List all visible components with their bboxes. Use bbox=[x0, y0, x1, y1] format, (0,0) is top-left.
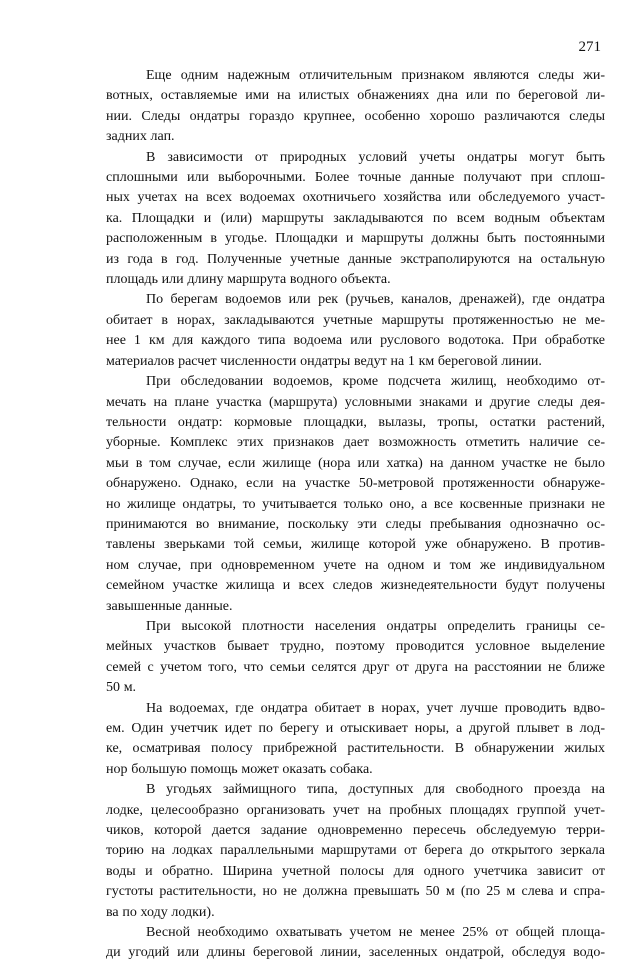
text-line: но жилище ондатры, то учитывается только оно, а все косвенные признаки не bbox=[106, 496, 605, 512]
page-body bbox=[106, 66, 605, 964]
text-line: ди угодий или длины береговой линии, заселенных ондатрой, обследуя водо- bbox=[106, 945, 605, 961]
text-line: чиков, которой дается задание одновременно пересечь обследуемую терри- bbox=[106, 823, 605, 839]
text-line: нии. Следы ондатры гораздо крупнее, особенно хорошо различаются следы bbox=[106, 108, 605, 124]
text-line: воды и обратно. Ширина учетной полосы для одного учетчика зависит от bbox=[106, 863, 605, 879]
text-line: завышенные данные. bbox=[106, 598, 233, 614]
text-line: Весной необходимо охватывать учетом не менее 25% от общей площа- bbox=[146, 925, 605, 941]
text-line: лодке, целесообразно организовать учет на пробных площадях группой учет- bbox=[106, 802, 605, 818]
text-line: ном случае, при одновременном учете на одном и том же индивидуальном bbox=[106, 557, 605, 573]
paragraph bbox=[106, 780, 605, 923]
paragraph bbox=[106, 699, 605, 781]
text-line: тельности ондатр: кормовые площадки, вылазы, тропы, остатки растений, bbox=[106, 414, 605, 430]
paragraph bbox=[106, 290, 605, 372]
text-line: материалов расчет численности ондатры ведут на 1 км береговой линии. bbox=[106, 353, 542, 369]
text-line: обнаружено. Однако, если на участке 50-метровой протяженности обнаруже- bbox=[106, 476, 605, 492]
text-line: ва по ходу лодки). bbox=[106, 904, 215, 920]
text-line: ем. Один учетчик идет по берегу и отыскивает норы, а другой плывет в лод- bbox=[106, 721, 605, 736]
paragraph bbox=[106, 372, 605, 617]
text-line: сплошными или выборочными. Более точные данные получают при сплош- bbox=[106, 170, 605, 186]
text-line: 50 м. bbox=[106, 680, 137, 696]
text-line: тавлены зверьками той семьи, жилище которой уже обнаружено. В против- bbox=[106, 537, 605, 553]
text-line: густоты растительности, но не должна превышать 50 м (по 25 м слева и спра- bbox=[106, 884, 605, 900]
paragraph bbox=[106, 923, 605, 964]
text-line: из года в год. Полученные учетные данные экстраполируются на остальную bbox=[106, 251, 605, 267]
text-line: вотных, оставляемые ими на илистых обнажениях дна или по береговой ли- bbox=[106, 88, 605, 104]
text-line: мейных участков бывает трудно, поэтому проводится условное выделение bbox=[106, 639, 605, 655]
text-line: торию на лодках параллельными маршрутами от берега до открытого зеркала bbox=[106, 843, 605, 859]
text-line: При обследовании водоемов, кроме подсчета жилищ, необходимо от- bbox=[146, 374, 605, 390]
text-line: обитает в норах, закладываются учетные маршруты протяженностью не ме- bbox=[106, 312, 605, 328]
text-line: мьи в том случае, если жилище (нора или хатка) на данном участке не было bbox=[106, 455, 605, 471]
paragraph bbox=[106, 617, 605, 699]
text-line: семей с учетом того, что семьи селятся друг от друга на расстоянии не ближе bbox=[106, 659, 605, 675]
text-line: мечать на плане участка (маршрута) условными знаками и другие следы дея- bbox=[106, 394, 605, 410]
paragraph bbox=[106, 66, 605, 148]
text-line: площадь или длину маршрута водного объекта. bbox=[106, 272, 391, 288]
page-number: 271 bbox=[578, 39, 601, 55]
text-line: ка. Площадки и (или) маршруты закладываются по всем водным объектам bbox=[106, 210, 605, 226]
text-line: В угодьях займищного типа, доступных для свободного проезда на bbox=[146, 782, 605, 798]
text-line: На водоемах, где ондатра обитает в норах, учет лучше проводить вдво- bbox=[146, 700, 605, 716]
text-line: По берегам водоемов или рек (ручьев, каналов, дренажей), где ондатра bbox=[146, 292, 605, 308]
text-line: расположенным в угодье. Площадки и маршруты должны быть постоянными bbox=[106, 231, 605, 247]
text-line: задних лап. bbox=[106, 129, 175, 145]
text-line: Еще одним надежным отличительным признаком являются следы жи- bbox=[146, 68, 605, 83]
text-line: семейном участке жилища и всех следов жизнедеятельности будут получены bbox=[106, 578, 605, 594]
text-line: ке, осматривая полосу прибрежной растительности. В обнаружении жилых bbox=[106, 741, 605, 757]
text-line: принимаются во внимание, поскольку эти следы пребывания однозначно ос- bbox=[106, 516, 605, 532]
text-line: уборные. Комплекс этих признаков дает возможность отметить наличие се- bbox=[106, 435, 605, 451]
text-line: В зависимости от природных условий учеты ондатры могут быть bbox=[146, 149, 605, 165]
text-line: ных учетах на всех водоемах охотничьего хозяйства или обследуемого участ- bbox=[106, 190, 605, 206]
paragraph bbox=[106, 148, 605, 291]
text-line: нор большую помощь может оказать собака. bbox=[106, 761, 373, 777]
text-line: При высокой плотности населения ондатры определить границы се- bbox=[146, 618, 605, 634]
text-line: нее 1 км для каждого типа водоема или руслового водотока. При обработке bbox=[106, 333, 605, 349]
